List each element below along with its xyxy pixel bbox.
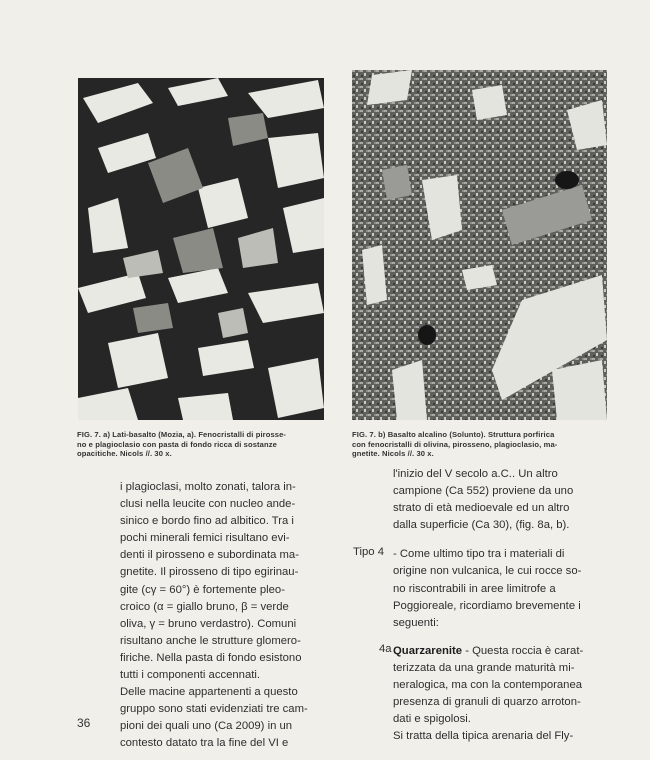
text-line: gite (cγ = 60°) è fortemente pleo- — [120, 583, 285, 596]
text-line: terizzata da una grande maturità mi- — [393, 661, 575, 674]
text-line: origine non vulcanica, le cui rocce so- — [393, 565, 582, 578]
text-line: dati e spigolosi. — [393, 713, 471, 726]
text-line: risultano anche le strutture glomero- — [120, 634, 301, 647]
text-line: denti il pirosseno e subordinata ma- — [120, 549, 299, 562]
left-text-column — [120, 479, 328, 753]
text-line: clusi nella leucite con nucleo ande- — [120, 498, 296, 511]
text-line-rest: - Questa roccia è carat- — [462, 644, 584, 657]
text-line: dalla superficie (Ca 30), (fig. 8a, b). — [393, 519, 570, 532]
paragraph-gap — [393, 632, 613, 643]
text-line: l'inizio del V secolo a.C.. Un altro — [393, 468, 558, 480]
text-line: strato di età medioevale ed un altro — [393, 502, 570, 515]
text-line: neralogica, ma con la contemporanea — [393, 679, 583, 692]
page-number: 36 — [77, 716, 91, 730]
text-line: tutti i componenti accennati. — [120, 669, 261, 682]
right-text-column — [393, 466, 613, 745]
tipo-label: Tipo 4 — [353, 546, 384, 558]
text-line: sinico e bordo fino ad albitico. Tra i — [120, 515, 294, 528]
micrograph-image-b — [352, 70, 607, 420]
text-line: Poggioreale, ricordiamo brevemente i — [393, 599, 581, 612]
text-line: pochi minerali femici risultano evi- — [120, 532, 290, 545]
text-line: seguenti: — [393, 616, 439, 629]
subsection-label: 4a — [379, 643, 392, 655]
text-line: gnetite. Il pirosseno di tipo egirinau- — [120, 566, 299, 579]
figure-caption-a: FIG. 7. a) Lati-basalto (Mozia, a). Fenocristalli di pirosse- no e plagioclasio con pasta di fondo ricca di sostanze opacitiche. Nicols //. 30 x. — [77, 430, 287, 459]
text-line: gruppo sono stati evidenziati tre cam- — [120, 703, 308, 716]
paragraph-gap — [393, 534, 613, 546]
micrograph-a-drawing — [78, 78, 324, 420]
text-line: oliva, γ = bruno verdastro). Comuni — [120, 617, 297, 630]
text-line: campione (Ca 552) proviene da uno — [393, 485, 574, 498]
text-line: no riscontrabili in aree limitrofe a — [393, 582, 556, 595]
text-line: pioni dei quali uno (Ca 2009) in un — [120, 720, 293, 733]
text-line: contesto datato tra la fine del VI e — [120, 737, 289, 750]
text-line: firiche. Nella pasta di fondo esistono — [120, 651, 302, 664]
figure-caption-b: FIG. 7. b) Basalto alcalino (Solunto). Struttura porfirica con fenocristalli di olivina, pirosseno, plagioclasio, ma- gnetite. Nicols //. 30 x. — [352, 430, 558, 459]
text-line: - Come ultimo tipo tra i materiali di — [393, 548, 565, 561]
text-line: i plagioclasi, molto zonati, talora in- — [120, 481, 296, 493]
text-line: croico (α = giallo bruno, β = verde — [120, 600, 289, 613]
micrograph-image-a — [78, 78, 324, 420]
text-line: Si tratta della tipica arenaria del Fly- — [393, 730, 574, 743]
text-line: Delle macine appartenenti a questo — [120, 686, 298, 699]
section-heading-quarzarenite: Quarzarenite — [393, 644, 463, 657]
text-line — [393, 643, 613, 660]
text-line: presenza di granuli di quarzo arroton- — [393, 696, 581, 709]
micrograph-b-drawing — [352, 70, 607, 420]
